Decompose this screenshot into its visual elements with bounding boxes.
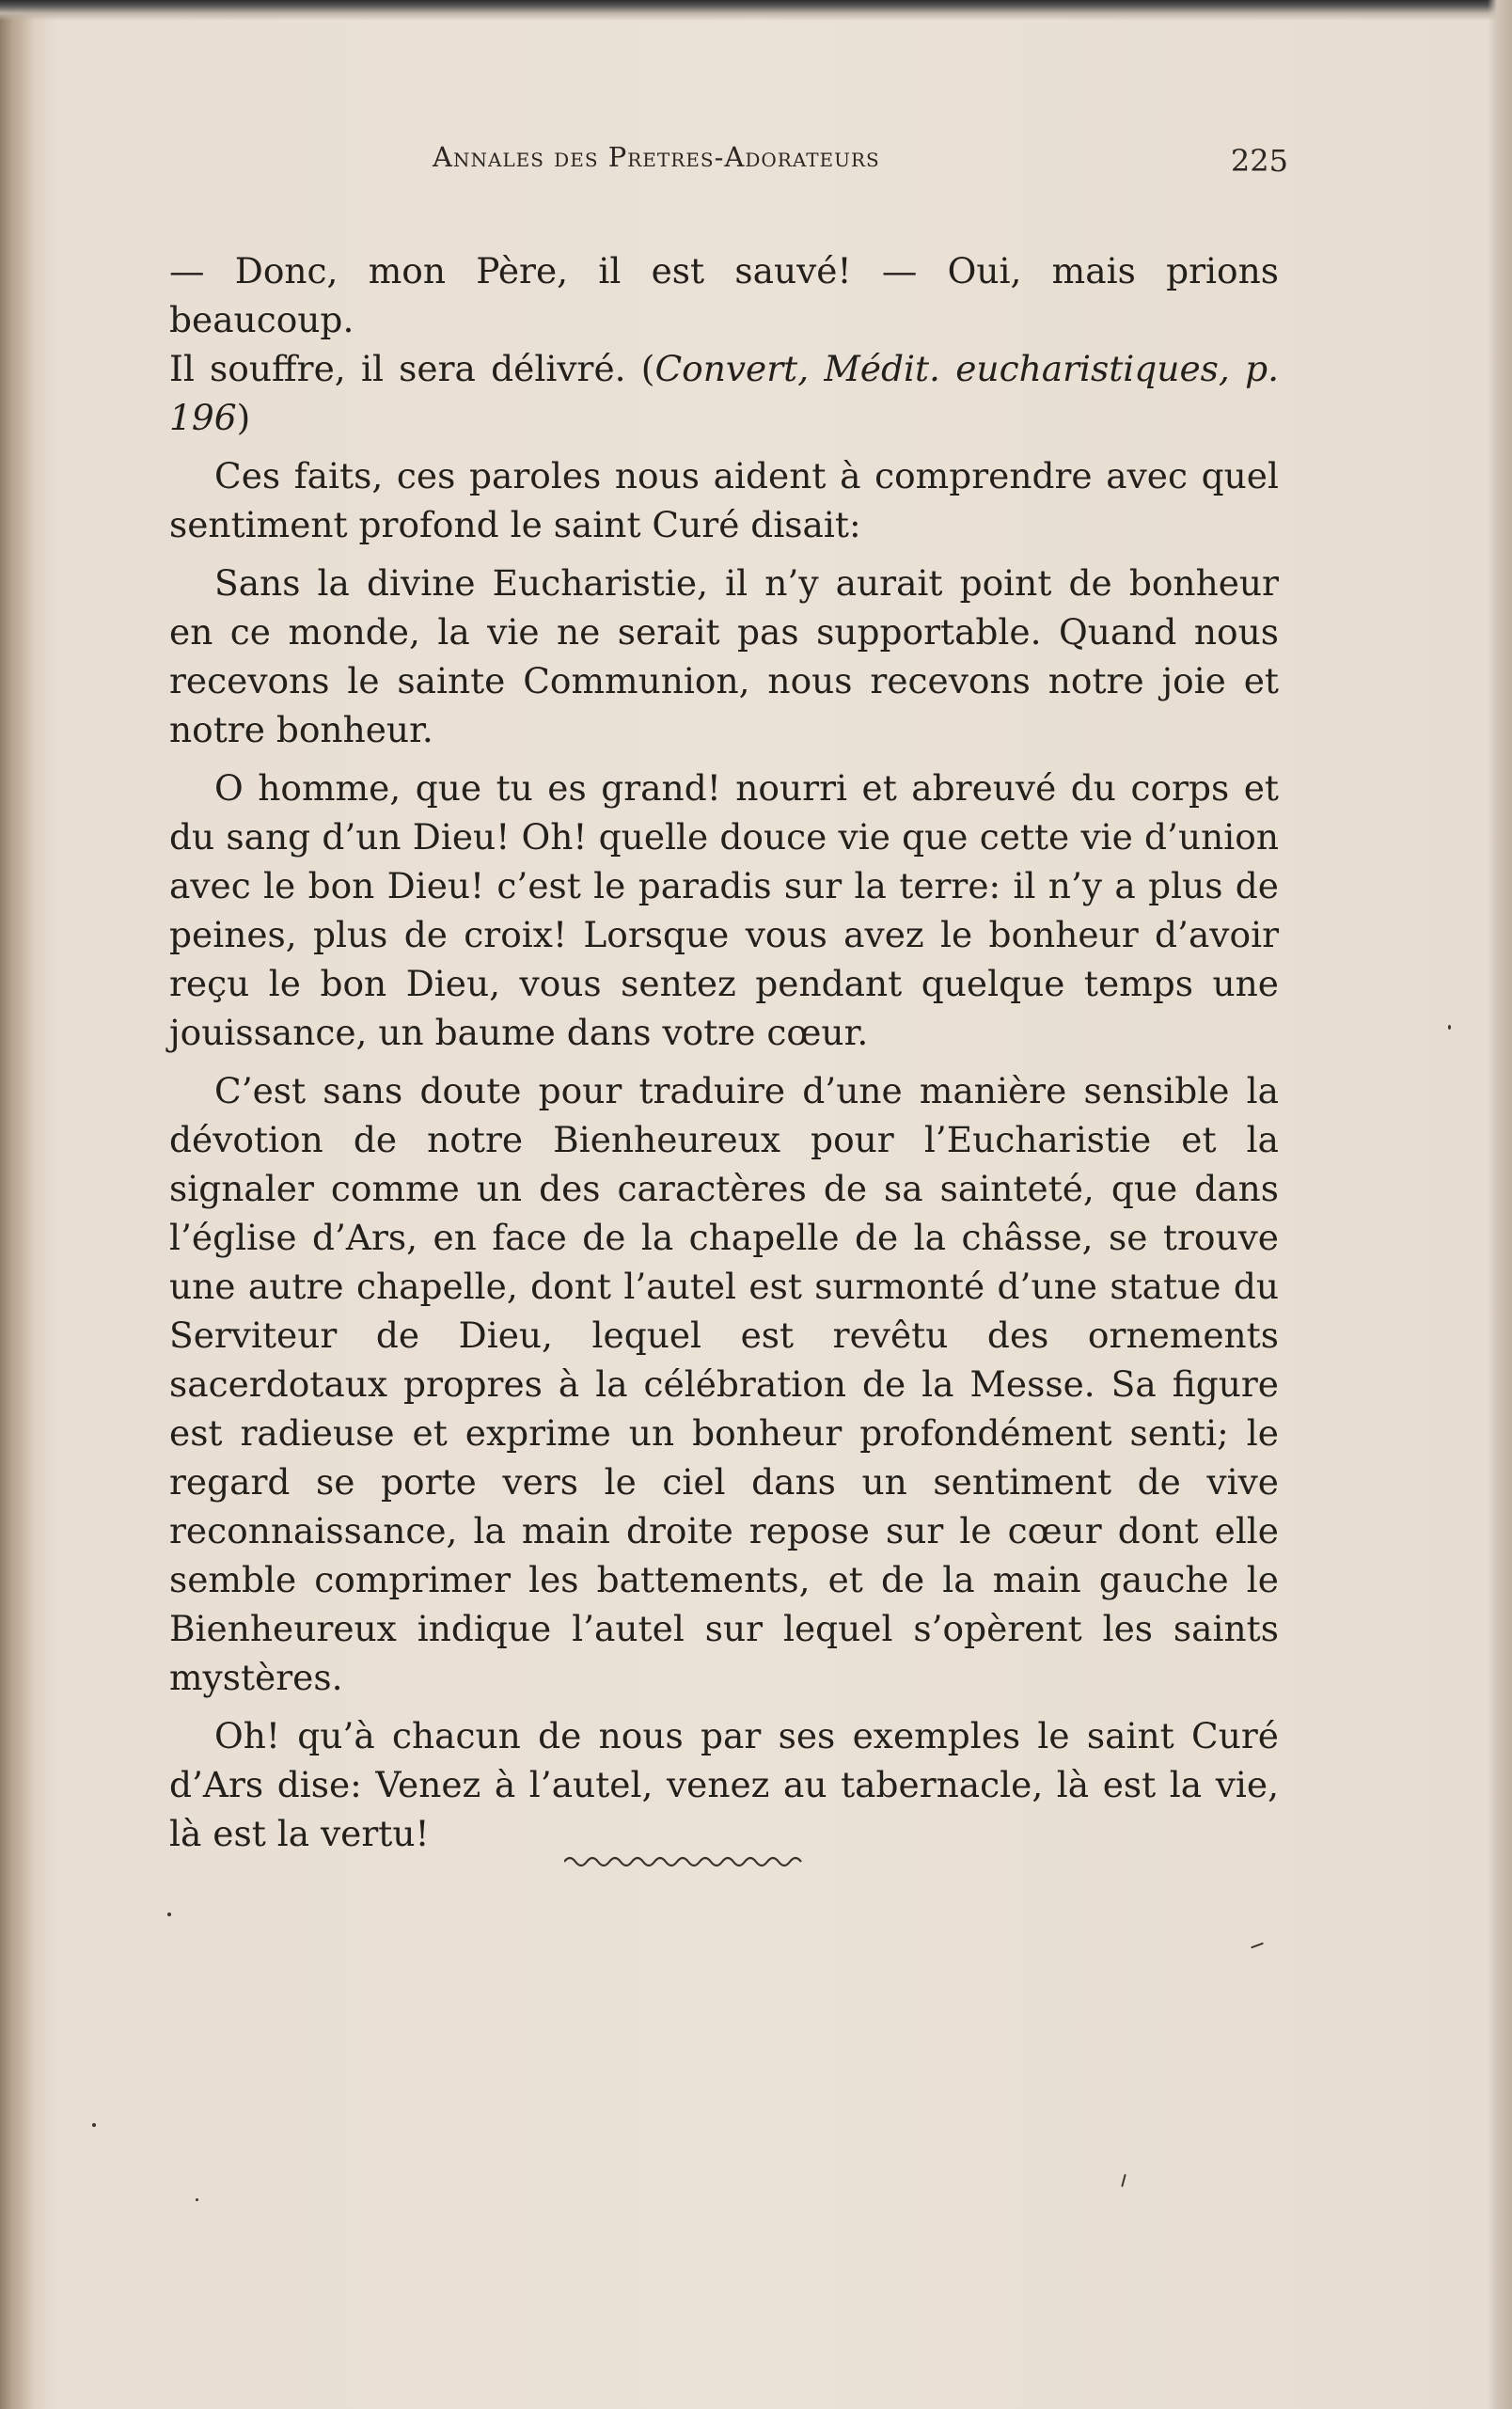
paragraph-intro: Ces faits, ces paroles nous aident à comprendre avec quel sentiment profond le saint Curé disait: — [169, 455, 1279, 545]
running-head — [282, 141, 1288, 197]
page-number: 225 — [1230, 143, 1288, 179]
scan-speck — [1448, 1025, 1451, 1030]
dialogue-line: — Donc, mon Père, il est sauvé! — Oui, mais prions beaucoup. — [169, 250, 1279, 340]
dialogue-line-2b: ) — [236, 397, 251, 438]
paragraph-quote-1: Sans la divine Eucharistie, il n’y aurait point de bonheur en ce monde, la vie ne serait pas supportable. Quand nous recevons le sainte Communion, nous recevons notre joie et notre bonheur. — [169, 562, 1279, 750]
binding-shadow — [0, 0, 34, 2409]
paragraph-statue: C’est sans doute pour traduire d’une manière sensible la dévotion de notre Bienheureux pour l’Eucharistie et la signaler comme un des caractères de sa sainteté, que dans l’église d’Ars, en face de la chapelle de la châsse, se trouve une autre chapelle, dont l’autel est surmonté d’une statue du Serviteur de Dieu, lequel est revêtu des ornements sacerdotaux propres à la célébration de la Messe. Sa figure est radieuse et exprime un bonheur profondément senti; le regard se porte vers le ciel dans un sentiment de vive reconnaissance, la main droite repose sur le cœur dont elle semble comprimer les battements, et de la main gauche le Bienheureux indique l’autel sur lequel s’opèrent les saints mystères. — [169, 1070, 1279, 1698]
paragraph-quote-2: O homme, que tu es grand! nourri et abreuvé du corps et du sang d’un Dieu! Oh! quelle douce vie que cette vie d’union avec le bon Dieu! c’est le paradis sur la terre: il n’y a plus de peines, plus de croix! Lorsque vous avez le bonheur d’avoir reçu le bon Dieu, vous sentez pendant quelque temps une jouissance, un baume dans votre cœur. — [169, 767, 1279, 1053]
scan-speck — [196, 2198, 198, 2201]
citation: Convert, Médit. eucharistiques, p. 196 — [169, 348, 1279, 438]
paragraph-closing: Oh! qu’à chacun de nous par ses exemples le saint Curé d’Ars dise: Venez à l’autel, venez au tabernacle, là est la vie, là est la vertu! — [169, 1715, 1279, 1854]
dialogue-line-2a: Il souffre, il sera délivré. ( — [169, 348, 655, 389]
right-edge — [1488, 0, 1512, 2409]
wavy-rule-ornament-icon — [564, 1848, 809, 1876]
top-edge — [0, 0, 1512, 21]
body-text — [169, 246, 1279, 1867]
paragraph-dialogue — [169, 246, 1279, 442]
scan-speck — [167, 1913, 171, 1916]
scan-speck — [92, 2123, 96, 2127]
running-title: Annales des Pretres-Adorateurs — [433, 141, 880, 173]
